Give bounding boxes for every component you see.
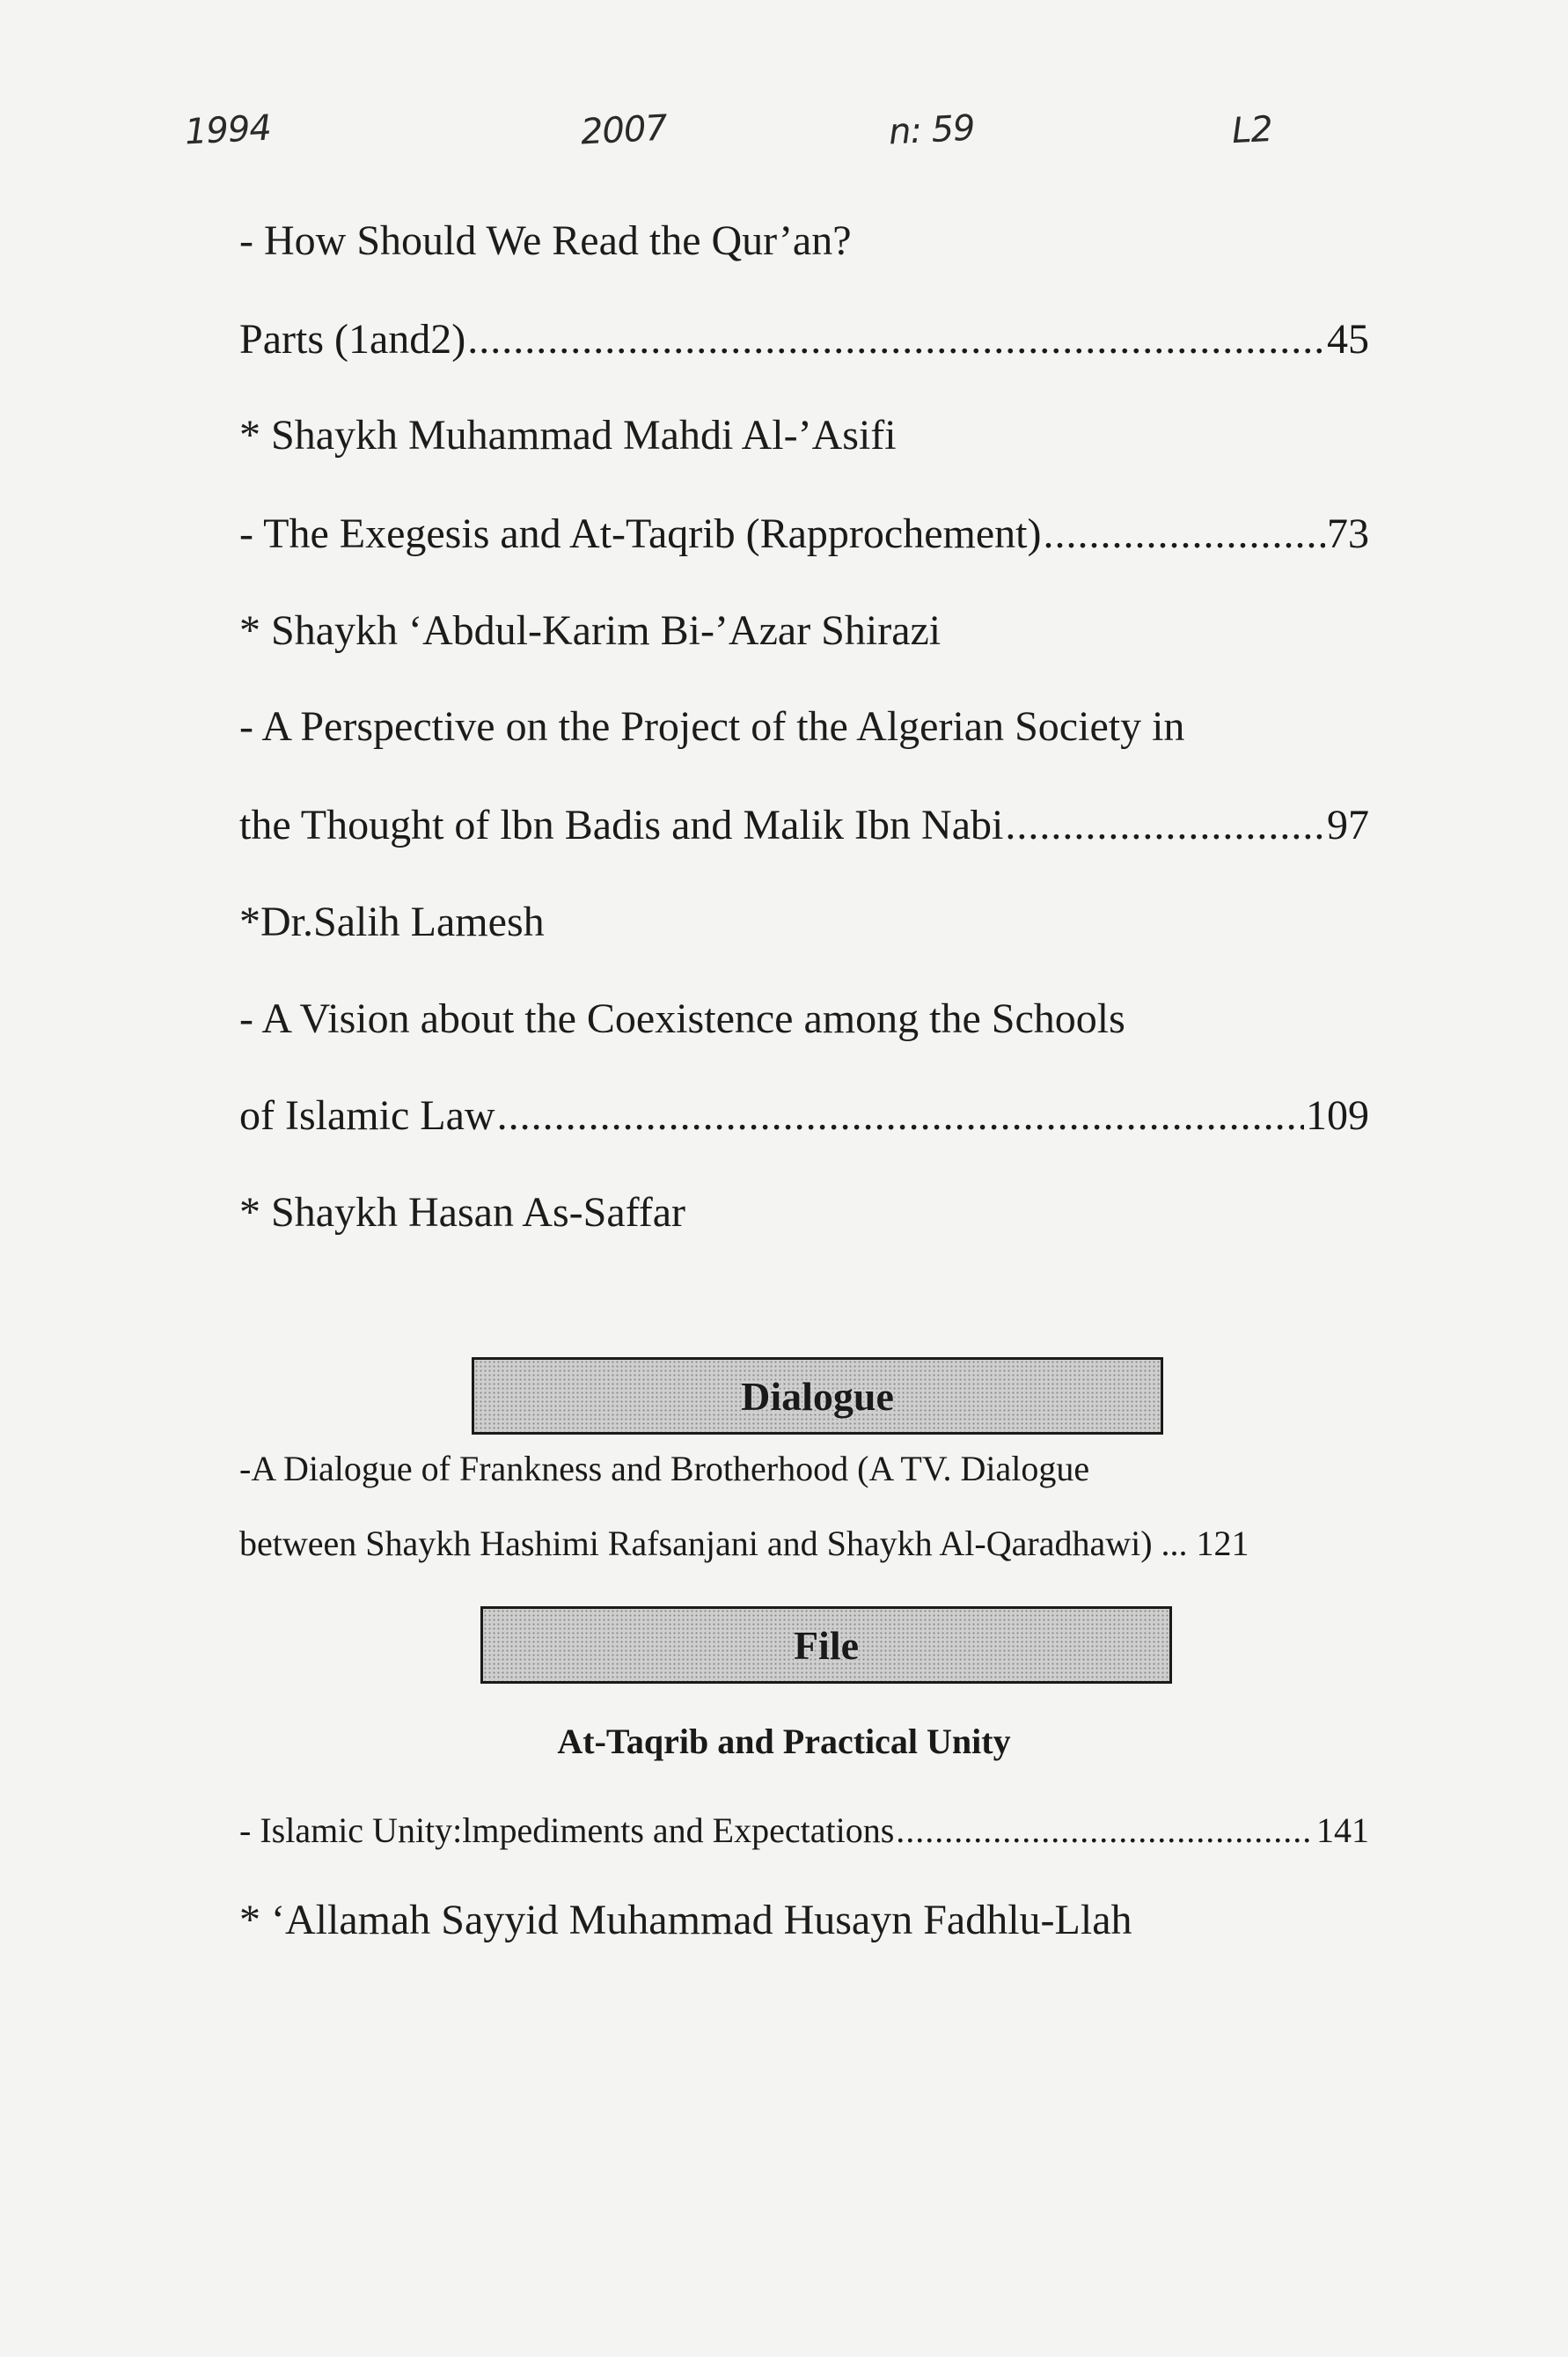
toc-page-number: 97 bbox=[1327, 802, 1369, 848]
toc-title-line: - How Should We Read the Qur’an? bbox=[239, 217, 852, 264]
toc-entry-title: of Islamic Law bbox=[239, 1092, 495, 1139]
leader-dots bbox=[467, 315, 1325, 364]
handwritten-note: 2007 bbox=[579, 107, 668, 153]
toc-entry-title: Parts (1and2) bbox=[239, 316, 466, 363]
toc-entry bbox=[239, 315, 1369, 364]
toc-author-line: * ‘Allamah Sayyid Muhammad Husayn Fadhlu-Llah bbox=[239, 1897, 1132, 1943]
toc-author-line: *Dr.Salih Lamesh bbox=[239, 899, 545, 945]
section-heading-label: File bbox=[793, 1622, 860, 1668]
toc-entry bbox=[239, 510, 1369, 559]
file-subheading: At-Taqrib and Practical Unity bbox=[557, 1722, 1011, 1761]
dialogue-entry-line: -A Dialogue of Frankness and Brotherhood (A TV. Dialogue bbox=[239, 1449, 1090, 1488]
toc-page-number: 141 bbox=[1316, 1810, 1369, 1850]
toc-entry-title: the Thought of lbn Badis and Malik Ibn Nabi bbox=[239, 802, 1004, 848]
leader-dots bbox=[1005, 801, 1325, 850]
leader-dots bbox=[497, 1091, 1304, 1141]
toc-entry-title: - Islamic Unity:lmpediments and Expectations bbox=[239, 1810, 895, 1850]
toc-entry-title: - The Exegesis and At-Taqrib (Rapprochement) bbox=[239, 510, 1042, 557]
dialogue-entry-line: between Shaykh Hashimi Rafsanjani and Shaykh Al-Qaradhawi) ... 121 bbox=[239, 1524, 1249, 1563]
toc-title-line: - A Perspective on the Project of the Algerian Society in bbox=[239, 703, 1185, 750]
toc-entry bbox=[239, 1810, 1369, 1852]
section-heading-dialogue bbox=[472, 1357, 1163, 1435]
toc-author-line: * Shaykh Hasan As-Saffar bbox=[239, 1189, 686, 1236]
toc-page-number: 73 bbox=[1327, 510, 1369, 557]
toc-entry bbox=[239, 801, 1369, 850]
toc-author-line: * Shaykh Muhammad Mahdi Al-’Asifi bbox=[239, 412, 897, 459]
leader-dots bbox=[1043, 510, 1325, 559]
handwritten-note: 1994 bbox=[183, 107, 272, 153]
toc-author-line: * Shaykh ‘Abdul-Karim Bi-’Azar Shirazi bbox=[239, 607, 942, 654]
toc-entry bbox=[239, 1091, 1369, 1141]
toc-page-number: 109 bbox=[1306, 1092, 1369, 1139]
leader-dots bbox=[896, 1810, 1315, 1852]
toc-title-line: - A Vision about the Coexistence among the Schools bbox=[239, 995, 1125, 1042]
handwritten-note: L2 bbox=[1230, 108, 1273, 152]
handwritten-note: n: 59 bbox=[887, 107, 976, 153]
section-heading-file bbox=[480, 1606, 1172, 1684]
toc-page-number: 45 bbox=[1327, 316, 1369, 363]
section-heading-label: Dialogue bbox=[741, 1373, 894, 1419]
